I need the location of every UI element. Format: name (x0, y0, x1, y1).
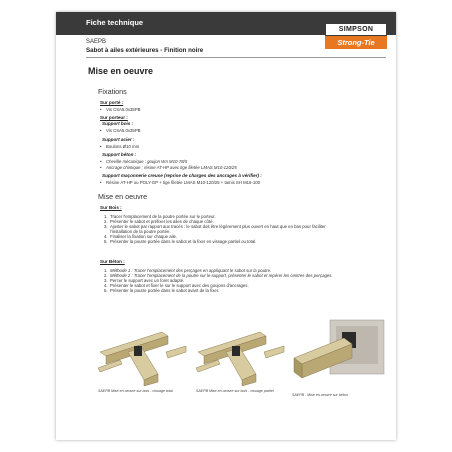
figure-caption-3: SAEPB - Mise en oeuvre sur béton (292, 393, 348, 397)
list-item: • Vis CSA5.0x35PB (100, 128, 141, 133)
section-title: Mise en oeuvre (88, 66, 154, 76)
support-maconnerie-label: Support maçonnerie creuse (reprise de charges des ancrages à vérifier) : (102, 173, 262, 178)
list-item: 5. Présenter la poutre portée dans le sabot et la fixer en vissage partiel ou total. (104, 239, 257, 244)
fixations-heading: Fixations (98, 87, 127, 96)
list-item: • Résine AT-HP ou POLY-GP + tige filetée LMAS M10-120/25 + tamis SH M16-100 (100, 180, 260, 185)
figure-wood-partial-nailing (196, 330, 286, 386)
ordered-list-bois (104, 214, 334, 244)
porte-label: Sur porté : (100, 100, 124, 105)
list-item: • Ancrage chimique : résine AT-HP avec tige filetée LMAS M10-120/25 (100, 165, 237, 170)
list-item: • Boulons Ø10 mm (100, 144, 139, 149)
bois-label: Sur Bois : (100, 205, 122, 210)
logo-bottom-text: Strong-Tie (325, 36, 387, 49)
list-item: 2. Présenter le sabot et préfixer les ailes de chaque côté. (104, 219, 214, 224)
product-reference: SAEPB (86, 39, 107, 45)
figure-wood-total-nailing (98, 330, 188, 386)
figure-caption-2: SAEPB Mise en oeuvre sur bois - clouage partiel (196, 389, 274, 393)
list-item: 4. Présenter le sabot et fixer le sur le support avec des goujons d'ancrages. (104, 283, 249, 288)
ordered-list-beton (104, 268, 334, 293)
list-item: 4. Finaliser la fixation sur chaque aile. (104, 234, 178, 239)
divider (86, 57, 386, 58)
list-item: 1. Tracer l'emplacement de la poutre portée sur le porteur. (104, 214, 216, 219)
list-item: 3. Ajuster le sabot par rapport aux tracés : le sabot doit être légèrement plus ouvert en haut que en bas pour faciliter l'installation de la poutre portée. (104, 224, 326, 234)
mise-heading: Mise en oeuvre (98, 192, 148, 201)
list-item: 2. Méthode 2 : Tracer l'emplacement de la poutre sur le support, présenter le sabot et repérer les centres des perçages. (104, 273, 333, 278)
support-beton-label: Support béton : (102, 152, 137, 157)
list-item: 1. Méthode 1 : Tracer l'emplacement des perçages en appliquant le sabot sur la poutre. (104, 268, 272, 273)
support-bois-label: Support bois : (102, 121, 134, 126)
list-item: • Cheville mécanique : goujon WA M10-78/5 (100, 159, 187, 164)
beton-label: Sur Béton : (100, 259, 125, 264)
list-item: • Vis CSA5.0x35PB (100, 107, 141, 112)
simpson-strongtie-logo (325, 23, 387, 47)
figure-concrete-install (290, 318, 386, 390)
figure-caption-1: SAEPB Mise en oeuvre sur bois - clouage total (98, 389, 173, 393)
product-subtitle: Sabot à ailes extérieures - Finition noire (86, 47, 204, 54)
support-acier-label: Support acier : (102, 137, 135, 142)
list-item: 5. Présenter la poutre portée dans le sabot avant de la fixer. (104, 288, 220, 293)
list-item: 3. Percer le support avec un foret adapté. (104, 278, 185, 283)
porteur-label: Sur porteur : (100, 115, 128, 120)
logo-top-text: SIMPSON (325, 23, 387, 36)
document-page (56, 12, 396, 440)
header-label: Fiche technique (86, 18, 144, 27)
